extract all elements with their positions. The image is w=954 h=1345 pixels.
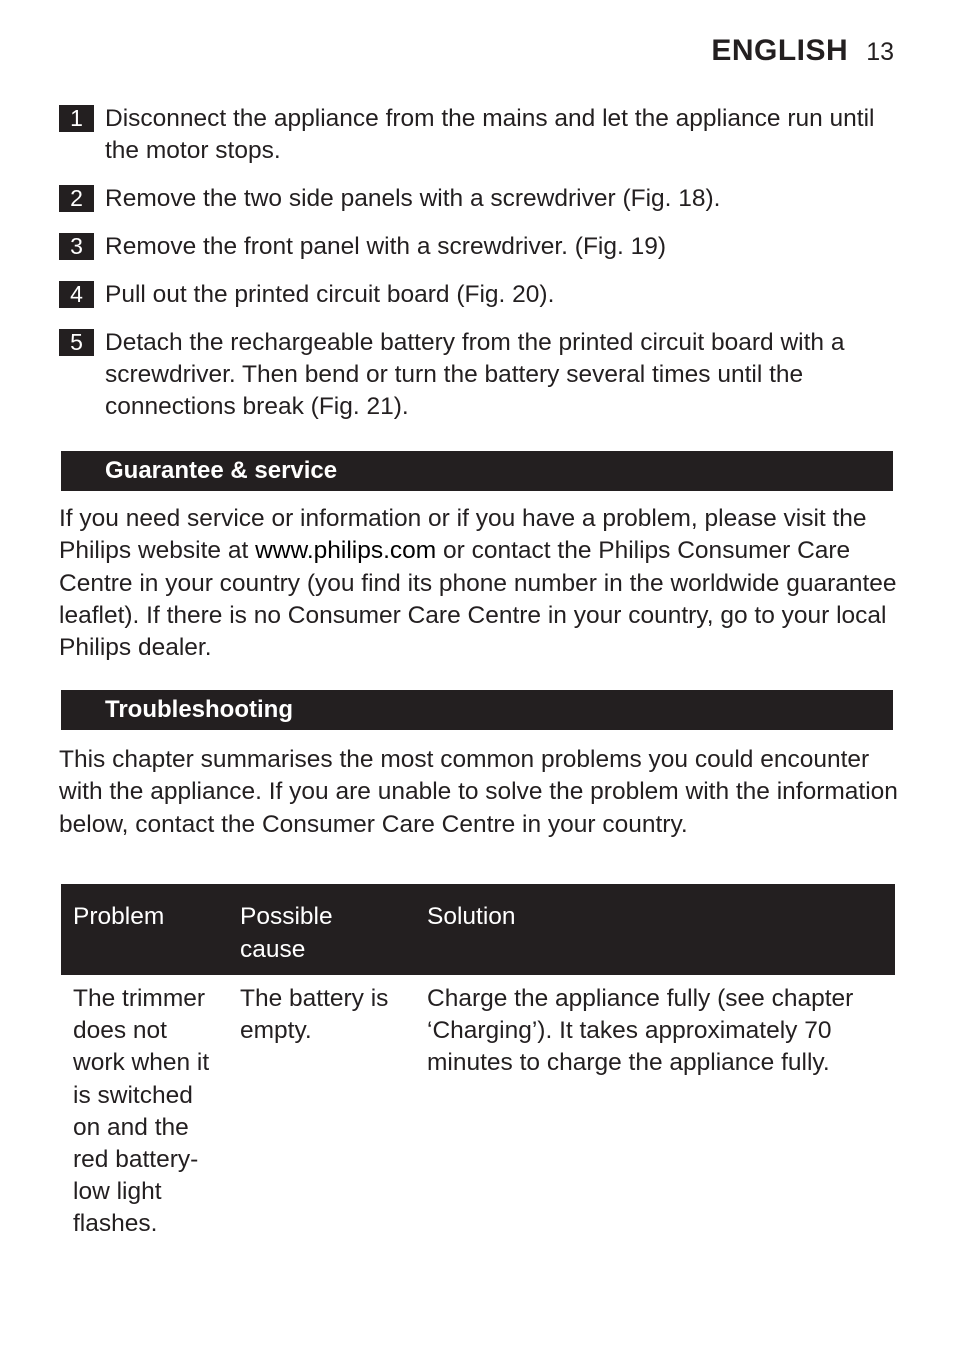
step-number: 4 <box>59 281 94 308</box>
step-number: 5 <box>59 329 94 356</box>
philips-website-link[interactable]: www.philips.com <box>255 537 437 565</box>
troubleshooting-intro: This chapter summarises the most common problems you could encounter with the appliance. If you are unable to solve the problem with the information below, contact the Consumer Care Centre in your country. <box>59 746 898 838</box>
step-text: Pull out the printed circuit board (Fig. 20). <box>105 281 555 308</box>
step-text: Remove the two side panels with a screwdriver (Fig. 18). <box>105 185 721 212</box>
guarantee-text-before: If you need service or information or if you have a problem, please visit the Philips website at <box>59 505 867 565</box>
step-text: Remove the front panel with a screwdriver. (Fig. 19) <box>105 233 667 260</box>
step-text: Disconnect the appliance from the mains and let the appliance run until the motor stops. <box>105 105 875 164</box>
column-header-solution: Solution <box>415 884 895 975</box>
column-header-cause: Possible cause <box>228 884 415 975</box>
cell-cause: The battery is empty. <box>240 985 389 1045</box>
troubleshooting-table <box>61 884 895 1241</box>
step-number: 1 <box>59 105 94 132</box>
guarantee-paragraph <box>59 503 899 664</box>
troubleshooting-heading-bar <box>61 690 893 730</box>
disposal-steps <box>59 103 894 439</box>
page-header <box>711 34 894 68</box>
step-number: 2 <box>59 185 94 212</box>
table-header-row <box>61 884 895 975</box>
guarantee-heading: Guarantee & service <box>105 457 338 484</box>
guarantee-text-after: or contact the Philips Consumer Care Centre in your country (you find its phone number in the worldwide guarantee leaflet). If there is no Consumer Care Centre in your country, go to your local Philips dealer. <box>59 537 897 662</box>
step-item <box>59 103 894 167</box>
step-item <box>59 279 894 311</box>
step-number: 3 <box>59 233 94 260</box>
guarantee-heading-bar <box>61 451 893 491</box>
step-item <box>59 183 894 215</box>
column-header-problem: Problem <box>61 884 228 975</box>
step-text: Detach the rechargeable battery from the printed circuit board with a screwdriver. Then bend or turn the battery several times until the connections break (Fig. 21). <box>105 329 845 420</box>
cell-solution: Charge the appliance fully (see chapter ‘Charging’). It takes approximately 70 minutes to charge the appliance fully. <box>427 985 854 1077</box>
cell-problem: The trimmer does not work when it is switched on and the red battery-low light flashes. <box>73 985 210 1238</box>
page-number: 13 <box>866 38 894 66</box>
language-label: ENGLISH <box>711 34 849 67</box>
step-item <box>59 327 894 423</box>
step-item <box>59 231 894 263</box>
table-row <box>61 975 895 1241</box>
troubleshooting-heading: Troubleshooting <box>105 696 293 723</box>
